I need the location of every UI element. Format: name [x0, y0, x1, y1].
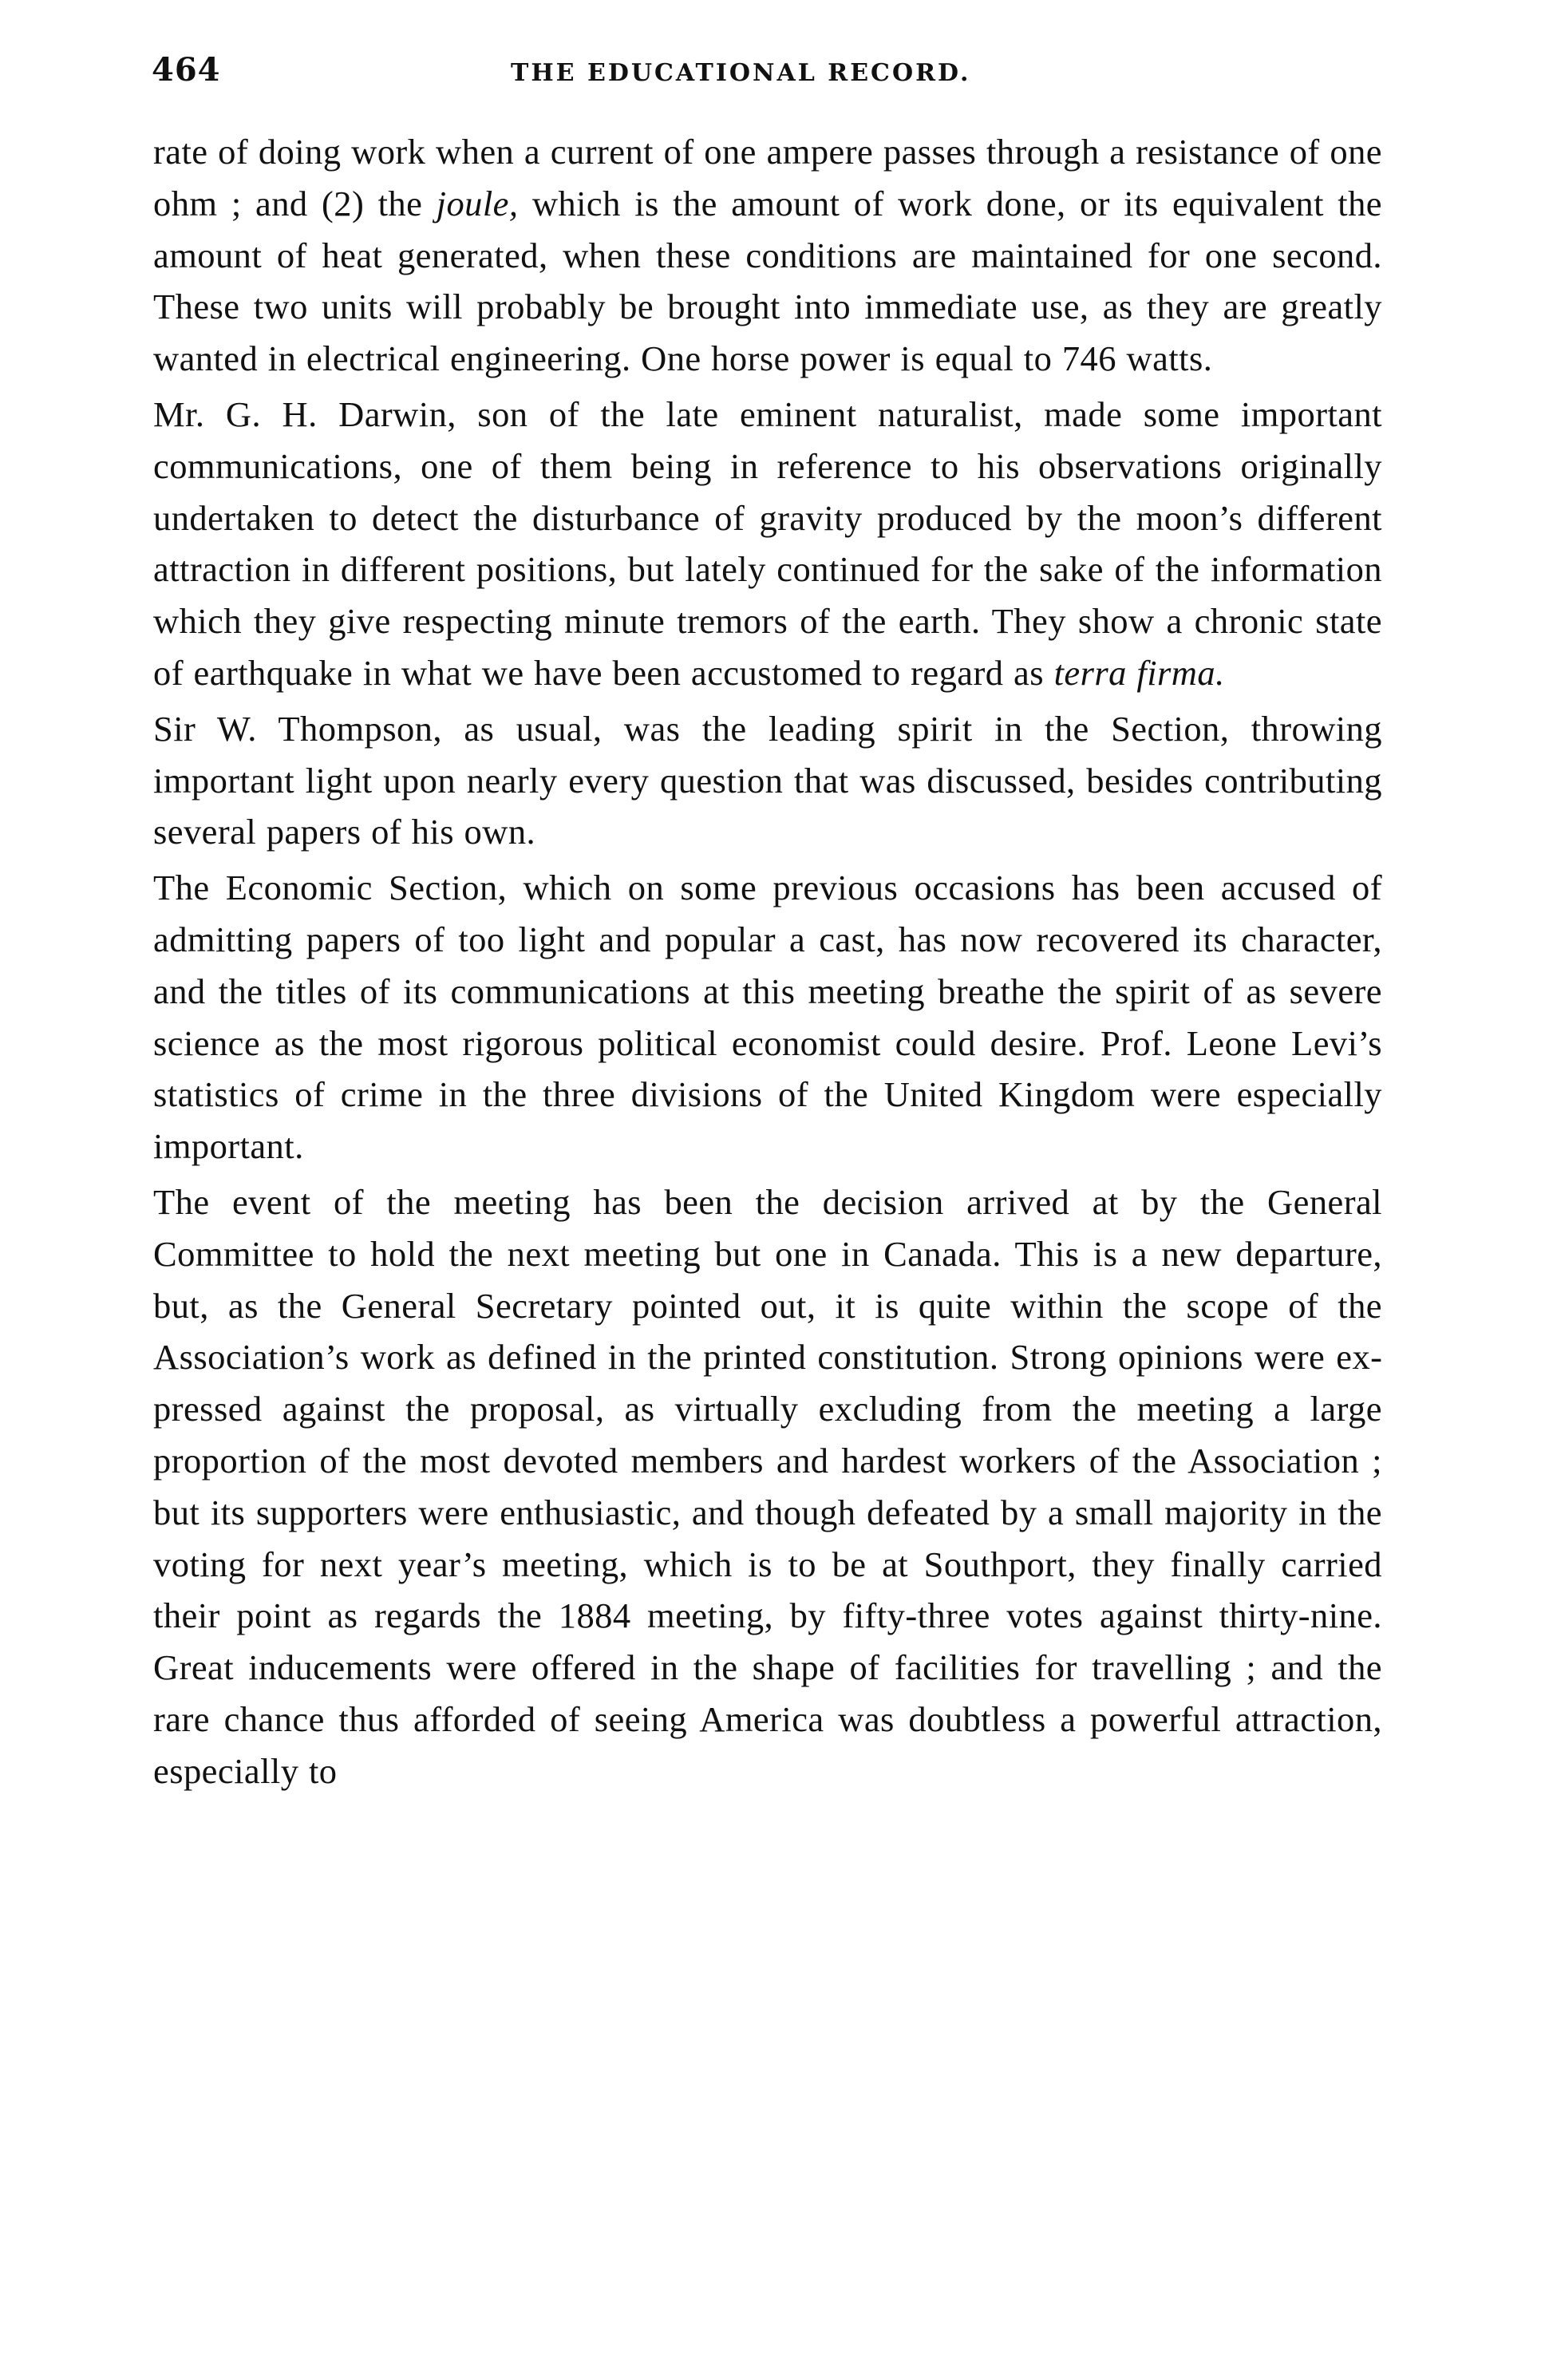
paragraph-text: Sir W. Thompson, as usual, was the leading spirit in the Section, throwing important light upon nearly every question that was discussed, besides contributing several papers of his own.	[153, 708, 1382, 852]
paragraph-text: The Economic Section, which on some previous occasions has been accused of admitting papers of too light and popular a cast, has now recovered its character, and the titles of its communications at this meeting breathe the spirit of as severe science as the most rigorous political economist could desire. Prof. Leone Levi’s statistics of crime in the three divisions of the United Kingdom were especially important.	[153, 868, 1382, 1167]
italic-term: joule,	[436, 183, 519, 223]
running-head: THE EDUCATIONAL RECORD.	[511, 59, 971, 87]
body-text	[153, 126, 1382, 1797]
paragraph	[153, 862, 1382, 1172]
page-number: 464	[152, 51, 221, 89]
paragraph-text: which is the amount of work done, or its equivalent the amount of heat generated, when these conditions are maintained for one second. These two units will probably be brought into immediate use, as they are greatly wanted in electrical engineering. One horse power is equal to 746 watts.	[153, 183, 1382, 379]
paragraph	[153, 1176, 1382, 1797]
paragraph	[153, 389, 1382, 699]
italic-term: terra firma.	[1053, 652, 1225, 693]
paragraph	[153, 703, 1382, 858]
paragraph-text: The event of the meeting has been the decision arrived at by the General Committee to hold the next meeting but one in Canada. This is a new departure, but, as the General Secretary pointed out, it is quite within the scope of the Association’s work as defined in the printed constitution. Strong opinions were expressed against the proposal, as virtually excluding from the meeting a large proportion of the most devoted members and hardest workers of the Association ; but its supporters were enthusiastic, and though defeated by a small majority in the voting for next year’s meeting, which is to be at Southport, they finally carried their point as regards the 1884 meeting, by fifty-three votes against thirty-nine. Great inducements were offered in the shape of facilities for travelling ; and the rare chance thus afforded of seeing America was doubtless a powerful attraction, especially to	[153, 1181, 1382, 1791]
page-header	[152, 51, 1413, 99]
paragraph	[153, 126, 1382, 385]
paragraph-text: rate of doing work when a current of one ampere passes through a resistance of one ohm ; and (2) the	[153, 132, 1382, 223]
paragraph-text: Mr. G. H. Darwin, son of the late eminent naturalist, made some important communications, one of them being in reference to his observations originally undertaken to detect the disturbance of gravity produced by the moon’s different attraction in different positions, but lately continued for the sake of the information which they give respecting minute tremors of the earth. They show a chronic state of earthquake in what we have been accustomed to regard as	[153, 393, 1382, 693]
